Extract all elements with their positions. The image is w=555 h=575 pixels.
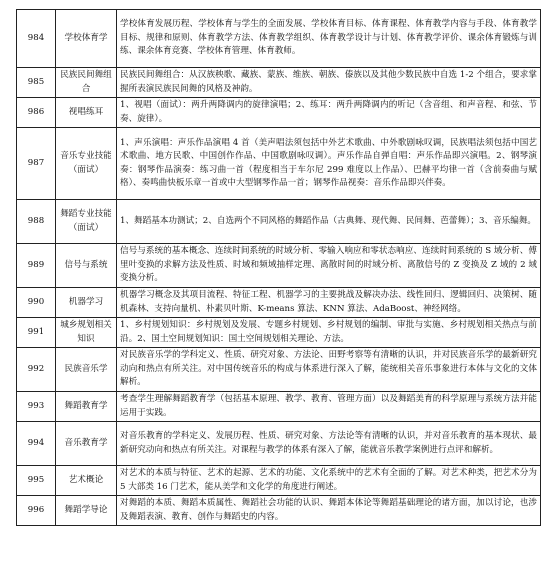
course-content: 1、乡村规划知识：乡村规划及发展、专题乡村规划、乡村规划的编制、审批与实施、乡村规划相关热点与前沿。2、国土空间规划知识：国土空间规划相关理论、方法。	[117, 318, 541, 348]
course-name: 音乐专业技能（面试）	[56, 128, 117, 200]
table-row	[17, 348, 541, 392]
course-content: 对民族音乐学的学科定义、性质、研究对象、方法论、田野考察等有清晰的认识，并对民族音乐学的最新研究动向和热点有所关注。对中国传统音乐的构成与体系进行深入了解，能统相关音乐事象进行本体与文化的文体解析。	[117, 348, 541, 392]
course-name: 机器学习	[56, 288, 117, 318]
course-code: 995	[17, 466, 56, 496]
course-code: 987	[17, 128, 56, 200]
course-code: 988	[17, 200, 56, 244]
course-name: 信号与系统	[56, 244, 117, 288]
course-code: 985	[17, 68, 56, 98]
course-name: 音乐教育学	[56, 422, 117, 466]
course-content: 1、声乐演唱：声乐作品演唱 4 首（美声唱法须包括中外艺术歌曲、中外歌剧咏叹调，民族唱法须包括中国艺术歌曲、地方民歌、中国创作作品、中国歌剧咏叹调）。声乐作品自弹自唱：声乐作品即兴演唱。2、钢琴演奏：钢琴作品演奏：练习曲一首（程度相当于车尔尼 299 难度以上作品）、巴赫平均律一首（含前奏曲与赋格）、奏鸣曲快板乐章一首或中大型钢琴作品一首；钢琴作品视奏：音乐作品即兴伴奏。	[117, 128, 541, 200]
table-row	[17, 392, 541, 422]
table-row	[17, 288, 541, 318]
table-row	[17, 98, 541, 128]
course-name: 舞蹈专业技能（面试）	[56, 200, 117, 244]
course-content: 对艺术的本质与特征、艺术的起源、艺术的功能、文化系统中的艺术有全面的了解。对艺术种类，把艺术分为 5 大部类 16 门艺术，能从美学和文化学的角度进行阐述。	[117, 466, 541, 496]
course-code: 992	[17, 348, 56, 392]
table-row	[17, 466, 541, 496]
course-content: 对舞蹈的本质、舞蹈本质属性、舞蹈社会功能的认识、舞蹈本体论等舞蹈基础理论的诸方面，加以讨论，也涉及舞蹈表演、教育、创作与舞蹈史的内容。	[117, 496, 541, 526]
course-name: 城乡规划相关知识	[56, 318, 117, 348]
course-content: 考查学生理解舞蹈教育学（包括基本原理、教学、教育、管理方面）以及舞蹈美育的科学原理与系统方法并能运用于实践。	[117, 392, 541, 422]
course-content: 学校体育发展历程、学校体育与学生的全面发展、学校体育目标、体育课程、体育教学内容与手段、体育教学目标、规律和原则、体育教学方法、体育教学组织、体育教学设计与计划、体育教学评价、课余体育锻炼与训练、课余体育竞赛、学校体育管理、体育教师。	[117, 10, 541, 68]
table-row	[17, 200, 541, 244]
course-name: 舞蹈教育学	[56, 392, 117, 422]
course-name: 民族民间舞组合	[56, 68, 117, 98]
course-code: 990	[17, 288, 56, 318]
course-content: 1、舞蹈基本功测试；2、自选两个不同风格的舞蹈作品（古典舞、现代舞、民间舞、芭蕾舞）；3、音乐编舞。	[117, 200, 541, 244]
course-content: 对音乐教育的学科定义、发展历程、性质、研究对象、方法论等有清晰的认识，并对音乐教育的基本现状、最新研究动向和热点有所关注。对课程与教学的体系有深入了解，能就音乐教学案例进行点评和解析。	[117, 422, 541, 466]
table-row	[17, 496, 541, 526]
course-code: 986	[17, 98, 56, 128]
course-code: 991	[17, 318, 56, 348]
course-name: 视唱练耳	[56, 98, 117, 128]
table-row	[17, 244, 541, 288]
course-content: 信号与系统的基本概念、连续时间系统的时域分析、零输入响应和零状态响应、连续时间系统的 S 域分析、傅里叶变换的求解方法及性质、时域和频域抽样定理、离散时间的时域分析、离散信号的 Z 变换及 Z 域的 2 域变换分析。	[117, 244, 541, 288]
course-code: 984	[17, 10, 56, 68]
table-row	[17, 10, 541, 68]
table-row	[17, 68, 541, 98]
course-code: 989	[17, 244, 56, 288]
course-code: 996	[17, 496, 56, 526]
exam-syllabus-table	[16, 9, 541, 526]
course-name: 舞蹈学导论	[56, 496, 117, 526]
course-content: 机器学习概念及其项目流程、特征工程、机器学习的主要挑战及解决办法、线性回归、逻辑回归、决策树、随机森林、支持向量机、朴素贝叶斯、K-means 算法、KNN 算法、AdaBoost、神经网络。	[117, 288, 541, 318]
table-row	[17, 318, 541, 348]
course-code: 994	[17, 422, 56, 466]
course-name: 艺术概论	[56, 466, 117, 496]
course-name: 民族音乐学	[56, 348, 117, 392]
table-row	[17, 128, 541, 200]
table-row	[17, 422, 541, 466]
course-code: 993	[17, 392, 56, 422]
course-name: 学校体育学	[56, 10, 117, 68]
course-content: 民族民间舞组合：从汉族秧歌、藏族、蒙族、维族、朝族、傣族以及其他少数民族中自选 1-2 个组合，要求掌握所表演民族民间舞的风格及神韵。	[117, 68, 541, 98]
course-content: 1、视唱（面试）：两升两降调内的旋律演唱；2、练耳：两升两降调内的听记（含音组、和声音程、和弦、节奏、旋律）。	[117, 98, 541, 128]
